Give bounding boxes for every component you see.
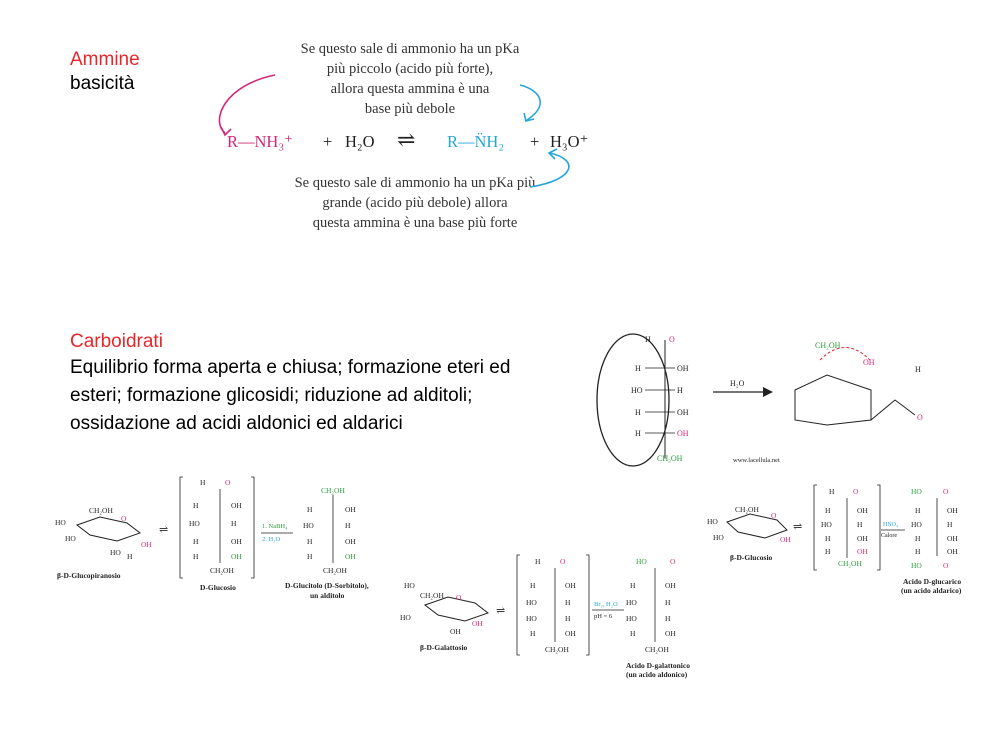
- ara-r3r: OH: [857, 534, 868, 543]
- cyc-row1-left: H: [635, 364, 641, 373]
- svg-text:OH: OH: [947, 534, 958, 543]
- ara-caption-right-1: Acido D-glucarico: [903, 577, 962, 586]
- ara-reagent-1: HNO₃: [883, 522, 899, 528]
- aldonic-acid-figure: [400, 550, 710, 680]
- svg-text:CH₂OH: CH₂OH: [645, 645, 669, 654]
- svg-text:OH: OH: [665, 629, 676, 638]
- cyc-reagent: H₂O: [730, 379, 745, 388]
- red-mid-r3r: OH: [231, 537, 242, 546]
- red-mid-r4r: OH: [231, 552, 242, 561]
- svg-text:H: H: [307, 505, 313, 514]
- magenta-curved-arrow: [219, 75, 275, 133]
- plus-sign-2: +: [530, 132, 540, 151]
- svg-text:HO: HO: [303, 521, 314, 530]
- ammine-subheading: basicità: [70, 73, 135, 94]
- ald-r4l: H: [530, 629, 536, 638]
- svg-text:OH: OH: [345, 505, 356, 514]
- red-caption-left: β-D-Glucopiranosio: [57, 571, 121, 580]
- ammine-text-block: [70, 48, 140, 96]
- note-bottom-line-3: questa ammina è una base più forte: [312, 215, 518, 231]
- cyc-h-right: H: [915, 365, 921, 374]
- svg-text:O: O: [917, 413, 923, 422]
- svg-text:H: H: [630, 581, 636, 590]
- ald-ring-ho2: HO: [400, 613, 411, 622]
- ald-caption-right-1: Acido D-galattonico: [626, 661, 690, 670]
- red-mid-bottom: CH₂OH: [210, 566, 234, 575]
- red-top-mid: H: [200, 478, 206, 487]
- svg-text:H: H: [915, 534, 921, 543]
- red-ring-ho3: HO: [110, 548, 121, 557]
- ammine-heading: Ammine: [70, 49, 140, 70]
- red-ring-o: O: [121, 514, 127, 523]
- ara-r2r: H: [857, 520, 863, 529]
- water-reactant: H₂O: [345, 132, 375, 151]
- cyc-credit: www.lacellula.net: [733, 457, 780, 464]
- red-mid-r2l: HO: [189, 519, 200, 528]
- ald-ring-o: O: [456, 593, 462, 602]
- ara-caption-right-2: (un acido aldarico): [901, 586, 962, 595]
- svg-text:OH: OH: [345, 552, 356, 561]
- red-ring-ch2oh: CH₂OH: [89, 506, 113, 515]
- ara-ring-ch2oh: CH₂OH: [735, 505, 759, 514]
- svg-text:OH: OH: [345, 537, 356, 546]
- red-mid-r2r: H: [231, 519, 237, 528]
- amine-basicity-figure: [205, 35, 605, 235]
- svg-text:O: O: [669, 335, 675, 344]
- svg-text:HO: HO: [626, 598, 637, 607]
- red-ring-ho2: HO: [65, 534, 76, 543]
- red-ring-oh: OH: [141, 540, 152, 549]
- red-right-bottom: CH₂OH: [323, 566, 347, 575]
- note-top-line-2: più piccolo (acido più forte),: [326, 61, 494, 77]
- ald-caption-right-2: (un acido aldonico): [626, 670, 688, 679]
- red-mid-r3l: H: [193, 537, 199, 546]
- svg-text:O: O: [225, 478, 231, 487]
- ald-ring-oh2: OH: [450, 627, 461, 636]
- svg-text:O: O: [560, 557, 566, 566]
- svg-text:H: H: [915, 547, 921, 556]
- svg-text:H: H: [307, 552, 313, 561]
- ara-ring-oh: OH: [780, 535, 791, 544]
- red-mid-r1l: H: [193, 501, 199, 510]
- svg-text:⇌: ⇌: [159, 524, 169, 536]
- svg-text:HO: HO: [911, 520, 922, 529]
- aldaric-acid-figure: [705, 480, 985, 600]
- ald-reagent-1: Br₂, H₂O: [594, 601, 618, 608]
- cyc-row2-left: HO: [631, 386, 643, 395]
- svg-text:H: H: [630, 629, 636, 638]
- svg-text:OH: OH: [947, 506, 958, 515]
- cyc-row2-right: H: [677, 386, 683, 395]
- ara-r4r: OH: [857, 547, 868, 556]
- svg-text:HO: HO: [626, 614, 637, 623]
- reduction-alditol-figure: [55, 475, 375, 605]
- cyc-ch2oh-left: CH₂OH: [657, 454, 683, 463]
- cyc-row4-right: OH: [677, 429, 689, 438]
- amine-product: R—N̈H₂: [447, 132, 505, 151]
- red-ring-h: H: [127, 552, 133, 561]
- cyc-row4-left: H: [635, 429, 641, 438]
- ald-r3r: H: [565, 614, 571, 623]
- ara-ring-ho2: HO: [713, 533, 724, 542]
- cyc-oh-right: OH: [863, 358, 875, 367]
- ara-bottom-right: HO: [911, 561, 922, 570]
- red-reagent-1: 1. NaBH₄: [262, 523, 288, 530]
- svg-text:O: O: [943, 487, 949, 496]
- plus-sign-1: +: [323, 132, 333, 151]
- svg-text:H: H: [665, 614, 671, 623]
- cyc-row3-left: H: [635, 408, 641, 417]
- carboidrati-text-block: [70, 330, 520, 438]
- blue-curved-arrow-bottom: [530, 153, 569, 187]
- ara-right-top: HO: [911, 487, 922, 496]
- svg-text:D-Glucosio: D-Glucosio: [200, 583, 236, 592]
- ald-r1r: OH: [565, 581, 576, 590]
- red-mid-r4l: H: [193, 552, 199, 561]
- red-reagent-2: 2. H₂O: [262, 536, 281, 543]
- carboidrati-body: Equilibrio forma aperta e chiusa; formazione eteri ed esteri; formazione glicosidi; riduzione ad alditoli; ossidazione ad acidi aldonici ed aldarici: [70, 357, 511, 434]
- svg-text:⇌: ⇌: [496, 605, 506, 617]
- svg-text:H: H: [307, 537, 313, 546]
- ald-r2l: HO: [526, 598, 537, 607]
- cyc-ch2oh-right: CH₂OH: [815, 341, 841, 350]
- svg-text:H: H: [665, 598, 671, 607]
- ara-r1r: OH: [857, 506, 868, 515]
- ara-r4l: H: [825, 547, 831, 556]
- red-mid-r1r: OH: [231, 501, 242, 510]
- svg-text:⇌: ⇌: [793, 521, 803, 533]
- red-caption-right-1: D-Glucitolo (D-Sorbitolo),: [285, 581, 369, 590]
- svg-text:H: H: [915, 506, 921, 515]
- red-ring-ho1: HO: [55, 518, 66, 527]
- ara-r3l: H: [825, 534, 831, 543]
- ald-r3l: HO: [526, 614, 537, 623]
- svg-text:O: O: [670, 557, 676, 566]
- svg-text:O: O: [853, 487, 859, 496]
- ald-caption-left: β-D-Galattosio: [420, 643, 468, 652]
- ald-r1l: H: [530, 581, 536, 590]
- hydronium-product: H₃O⁺: [550, 132, 589, 151]
- cyc-row1-right: OH: [677, 364, 689, 373]
- note-bottom-line-2: grande (acido più debole) allora: [322, 195, 508, 211]
- svg-text:H: H: [947, 520, 953, 529]
- blue-curved-arrow-top: [520, 85, 540, 120]
- ald-ring-ch2oh: CH₂OH: [420, 591, 444, 600]
- ara-r2l: HO: [821, 520, 832, 529]
- ald-r4r: OH: [565, 629, 576, 638]
- ara-caption-left: β-D-Glucosio: [730, 553, 773, 562]
- ald-reagent-2: pH = 6: [594, 613, 613, 620]
- cyc-row3-right: OH: [677, 408, 689, 417]
- ald-right-top: HO: [636, 557, 647, 566]
- ald-ring-oh: OH: [472, 619, 483, 628]
- svg-text:H: H: [645, 335, 651, 344]
- carboidrati-heading: Carboidrati: [70, 331, 163, 352]
- red-caption-right-2: un alditolo: [310, 591, 345, 600]
- note-bottom-line-1: Se questo sale di ammonio ha un pKa più: [294, 175, 536, 191]
- ara-ring-ho: HO: [707, 517, 718, 526]
- note-top-line-1: Se questo sale di ammonio ha un pKa: [300, 41, 520, 57]
- glucose-cyclization-figure: [595, 330, 965, 470]
- ara-reagent-2: Calore: [881, 533, 897, 539]
- svg-text:O: O: [943, 561, 949, 570]
- ald-ring-ho: HO: [404, 581, 415, 590]
- note-top-line-4: base più debole: [364, 101, 456, 117]
- ara-bottom-mid: CH₂OH: [838, 559, 862, 568]
- red-right-top: CH₂OH: [321, 486, 345, 495]
- equilibrium-arrow: ⇌: [397, 127, 416, 152]
- ald-r2r: H: [565, 598, 571, 607]
- svg-text:OH: OH: [665, 581, 676, 590]
- svg-text:H: H: [345, 521, 351, 530]
- svg-text:OH: OH: [947, 547, 958, 556]
- note-top-line-3: allora questa ammina è una: [330, 81, 490, 97]
- ald-top-mid: H: [535, 557, 541, 566]
- ara-top-mid: H: [829, 487, 835, 496]
- ammonium-reactant: R—NH₃⁺: [227, 132, 293, 151]
- ara-r1l: H: [825, 506, 831, 515]
- ara-ring-o: O: [771, 511, 777, 520]
- ald-bottom: CH₂OH: [545, 645, 569, 654]
